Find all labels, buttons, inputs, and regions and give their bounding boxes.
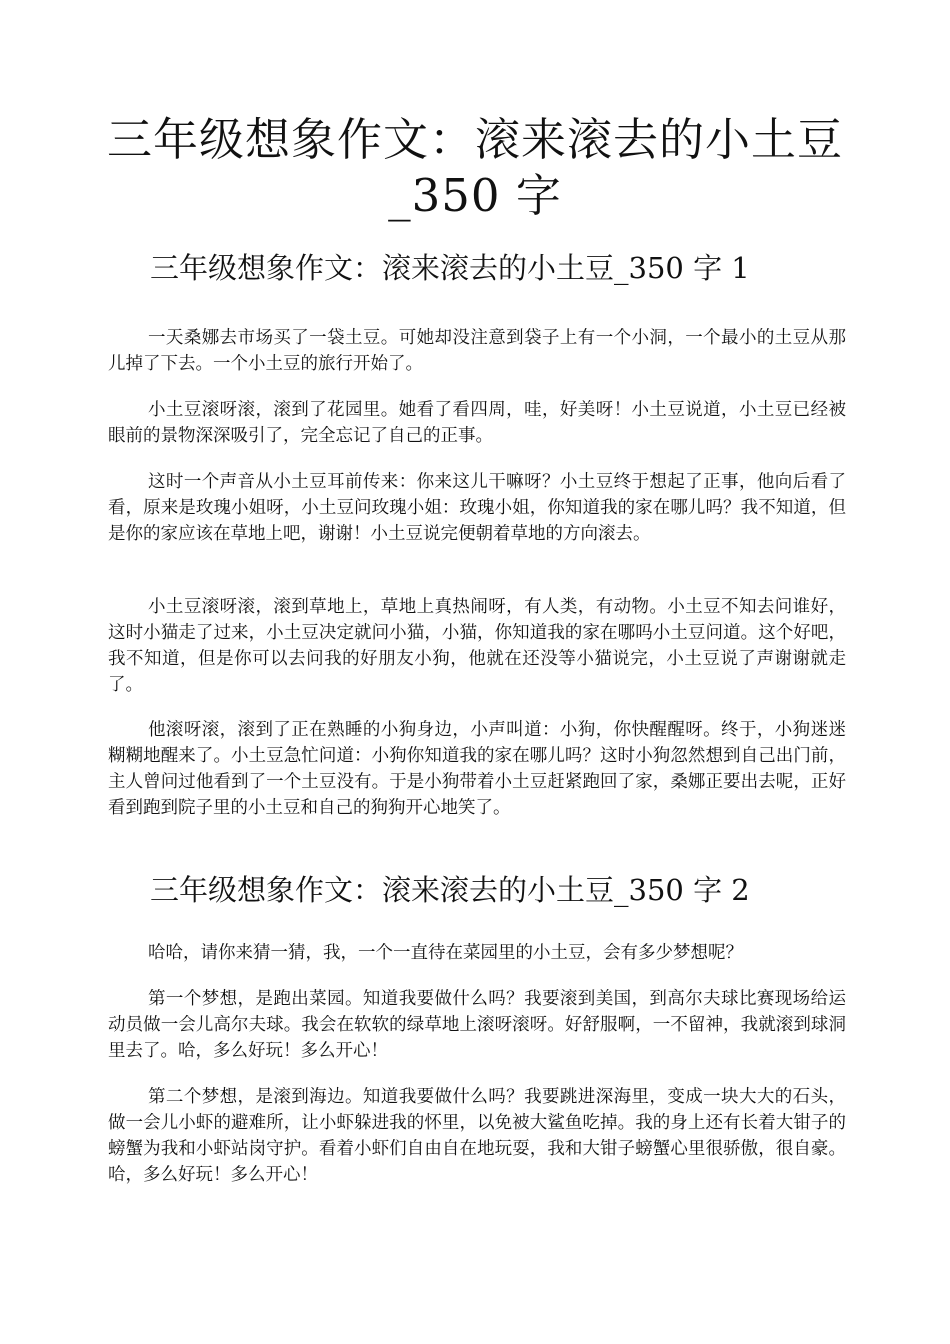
paragraph-1-3: 这时一个声音从小土豆耳前传来：你来这儿干嘛呀？小土豆终于想起了正事，他向后看了看，原来是玫瑰小姐呀，小土豆问玫瑰小姐：玫瑰小姐，你知道我的家在哪儿吗？我不知道，但是你的家应该在草地上吧，谢谢！小土豆说完便朝着草地的方向滚去。 [108, 472, 846, 544]
section-heading-1: 三年级想象作文：滚来滚去的小土豆_350 字 1 [150, 251, 750, 285]
title-line-1: 三年级想象作文：滚来滚去的小土豆 [106, 113, 843, 166]
paragraph-1-1: 一天桑娜去市场买了一袋土豆。可她却没注意到袋子上有一个小洞，一个最小的土豆从那儿掉了下去。一个小土豆的旅行开始了。 [108, 328, 846, 374]
document-title [0, 112, 950, 224]
paragraph-2-1: 哈哈，请你来猜一猜，我，一个一直待在菜园里的小土豆，会有多少梦想呢？ [148, 943, 743, 963]
paragraph-1-5: 他滚呀滚，滚到了正在熟睡的小狗身边，小声叫道：小狗，你快醒醒呀。终于，小狗迷迷糊糊地醒来了。小土豆急忙问道：小狗你知道我的家在哪儿吗？这时小狗忽然想到自己出门前，主人曾问过他看到了一个土豆没有。于是小狗带着小土豆赶紧跑回了家，桑娜正要出去呢，正好看到跑到院子里的小土豆和自己的狗狗开心地笑了。 [108, 720, 846, 818]
paragraph-1-2: 小土豆滚呀滚，滚到了花园里。她看了看四周，哇，好美呀！小土豆说道，小土豆已经被眼前的景物深深吸引了，完全忘记了自己的正事。 [108, 400, 846, 446]
paragraph-2-2: 第一个梦想，是跑出菜园。知道我要做什么吗？我要滚到美国，到高尔夫球比赛现场给运动员做一会儿高尔夫球。我会在软软的绿草地上滚呀滚呀。好舒服啊，一不留神，我就滚到球洞里去了。哈，多么好玩！多么开心！ [108, 989, 846, 1061]
title-line-2: _350 字 [388, 169, 562, 222]
paragraph-1-4: 小土豆滚呀滚，滚到草地上，草地上真热闹呀，有人类，有动物。小土豆不知去问谁好，这时小猫走了过来，小土豆决定就问小猫，小猫，你知道我的家在哪吗小土豆问道。这个好吧，我不知道，但是你可以去问我的好朋友小狗，他就在还没等小猫说完，小土豆说了声谢谢就走了。 [108, 597, 846, 695]
section-heading-2: 三年级想象作文：滚来滚去的小土豆_350 字 2 [150, 873, 750, 907]
paragraph-2-3: 第二个梦想，是滚到海边。知道我要做什么吗？我要跳进深海里，变成一块大大的石头，做一会儿小虾的避难所，让小虾躲进我的怀里，以免被大鲨鱼吃掉。我的身上还有长着大钳子的螃蟹为我和小虾站岗守护。看着小虾们自由自在地玩耍，我和大钳子螃蟹心里很骄傲，很自豪。哈，多么好玩！多么开心！ [108, 1087, 846, 1185]
